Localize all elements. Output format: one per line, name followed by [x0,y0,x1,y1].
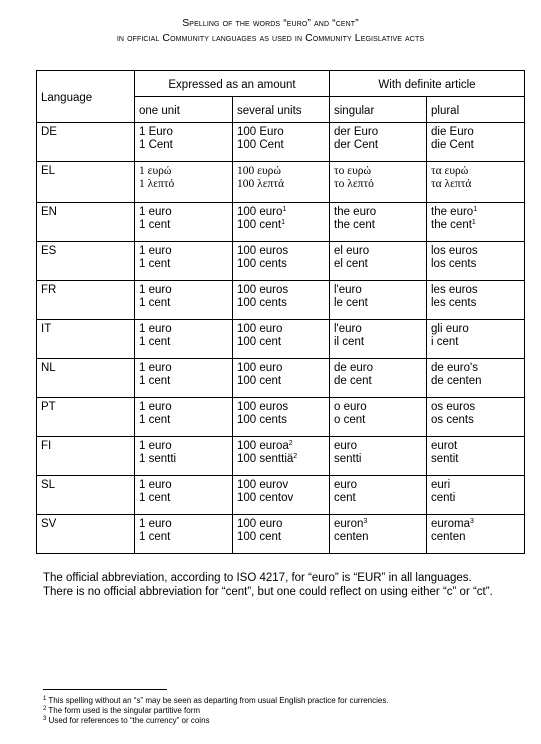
footnote-marker: 1 [473,206,478,213]
cell-line: euri [431,479,451,491]
cell-line: the cent$^1$ [431,219,476,231]
cell-singular [330,515,427,554]
table-row-nl [37,359,525,398]
cell-line: 100 euros [237,401,289,413]
footnote-marker: 1 [281,219,286,226]
cell-line: the euro$^1$ [431,206,478,218]
cell-line: 1 sentti [139,453,177,465]
cell-line: 100 euro$^1$ [237,206,287,218]
title-line-2: in official Community languages as used in Community Legislative acts [116,32,425,44]
cell-several-units [233,476,330,515]
cell-several-units [233,203,330,242]
cell-line: die Cent [431,139,474,151]
cell-line: 1 cent [139,219,171,231]
cell-line: 100 cent [237,336,282,348]
title-line-1: Spelling of the words “euro” and “cent” [182,17,359,29]
cell-line: 100 ευρώ [237,165,281,177]
cell-line: le cent [334,297,368,309]
cell-line: 100 Cent [237,139,284,151]
table-body [37,71,525,554]
cell-line: los euros [431,245,478,257]
cell-one-unit [135,437,233,476]
cell-line: 1 cent [139,414,171,426]
cell-one-unit [135,242,233,281]
cell-line: 1 cent [139,375,171,387]
header-row-1 [37,71,525,97]
cell-line: 100 eurov [237,479,289,491]
table-row-pt [37,398,525,437]
cell-line: 1 euro [139,479,172,491]
cell-one-unit [135,203,233,242]
cell-line: die Euro [431,126,474,138]
cell-line: sentit [431,453,459,465]
cell-plural [427,359,525,398]
cell-language: NL [37,359,135,398]
cell-language: DE [37,123,135,162]
cell-line: 1 cent [139,336,171,348]
cell-line: 100 centov [237,492,294,504]
cell-several-units [233,398,330,437]
cell-singular [330,437,427,476]
cell-line: der Euro [334,126,379,138]
cell-several-units [233,162,330,203]
cell-line: centi [431,492,456,504]
cell-several-units [233,359,330,398]
cell-line: euroma$^3$ [431,518,474,530]
table-row-sl [37,476,525,515]
table-row-sv [37,515,525,554]
cell-singular [330,359,427,398]
cell-one-unit [135,123,233,162]
cell-line: de euro [334,362,374,374]
cell-several-units [233,437,330,476]
cell-language: SL [37,476,135,515]
cell-line: 1 euro [139,323,172,335]
footnote-marker: 3 [363,518,368,525]
cell-singular [330,242,427,281]
cell-singular [330,123,427,162]
cell-line: 1 euro [139,284,172,296]
cell-line: 100 λεπτά [237,178,284,190]
cell-line: i cent [431,336,459,348]
cell-line: 1 euro [139,245,172,257]
cell-line: el euro [334,245,370,257]
cell-singular [330,476,427,515]
cell-line: 100 cents [237,297,287,309]
cell-line: το λεπτό [334,178,374,190]
cell-line: gli euro [431,323,469,335]
table-row-es [37,242,525,281]
cell-line: 1 euro [139,440,172,452]
note-abbreviation-cent: There is no official abbreviation for “cent”, but one could reflect on using either “c” or “ct”. [43,586,493,598]
footnote-marker: 1 [282,206,287,213]
cell-line: 1 euro [139,362,172,374]
cell-line: os euros [431,401,476,413]
cell-one-unit [135,476,233,515]
cell-line: 100 euros [237,245,289,257]
table-row-fr [37,281,525,320]
header-singular: singular [330,97,427,123]
cell-language: FR [37,281,135,320]
cell-language: ES [37,242,135,281]
header-several-units: several units [233,97,330,123]
cell-one-unit [135,281,233,320]
cell-line: il cent [334,336,365,348]
table-row-it [37,320,525,359]
cell-line: 100 euros [237,284,289,296]
cell-line: το ευρώ [334,165,372,177]
cell-several-units [233,320,330,359]
cell-line: 100 cent$^1$ [237,219,286,231]
cell-singular [330,203,427,242]
euro-cent-spelling-table [36,70,525,554]
header-plural: plural [427,97,525,123]
cell-several-units [233,242,330,281]
header-one-unit: one unit [135,97,233,123]
cell-line: 100 euro [237,362,283,374]
cell-singular [330,281,427,320]
cell-line: euro [334,440,358,452]
table-row-en [37,203,525,242]
cell-language: SV [37,515,135,554]
footnote-1: $^1$ This spelling without an “s” may be seen as departing from usual English practice for currencies. [43,696,389,705]
cell-line: les cents [431,297,477,309]
cell-plural [427,476,525,515]
header-expressed-as-amount: Expressed as an amount [135,71,330,97]
cell-line: centen [431,531,466,543]
cell-line: euron$^3$ [334,518,368,530]
note-abbreviation-euro: The official abbreviation, according to ISO 4217, for “euro” is “EUR” in all languages. [43,572,472,584]
cell-line: l'euro [334,323,362,335]
cell-line: 1 cent [139,258,171,270]
cell-language: PT [37,398,135,437]
cell-line: o euro [334,401,367,413]
cell-language: EN [37,203,135,242]
cell-line: 100 Euro [237,126,284,138]
cell-plural [427,515,525,554]
footnote-separator [43,689,167,690]
cell-line: 100 cent [237,375,282,387]
cell-line: 1 ευρώ [139,165,172,177]
cell-line: τα ευρώ [431,165,469,177]
cell-line: 100 cents [237,414,287,426]
cell-one-unit [135,162,233,203]
cell-line: 1 cent [139,297,171,309]
cell-line: τα λεπτά [431,178,472,190]
cell-line: 1 Euro [139,126,173,138]
cell-several-units [233,123,330,162]
cell-line: the euro [334,206,377,218]
cell-line: 1 Cent [139,139,173,151]
cell-line: os cents [431,414,474,426]
cell-line: 1 euro [139,401,172,413]
table-row-de [37,123,525,162]
header-language: Language [37,71,135,123]
cell-line: 100 cent [237,531,282,543]
cell-plural [427,162,525,203]
cell-line: the cent [334,219,375,231]
cell-plural [427,320,525,359]
cell-language: EL [37,162,135,203]
cell-line: cent [334,492,356,504]
cell-line: 1 λεπτό [139,178,175,190]
cell-line: o cent [334,414,366,426]
cell-line: 1 cent [139,492,171,504]
cell-singular [330,320,427,359]
cell-line: euro [334,479,358,491]
cell-line: der Cent [334,139,379,151]
cell-language: FI [37,437,135,476]
footnote-marker: 1 [471,219,476,226]
cell-singular [330,398,427,437]
table-row-fi [37,437,525,476]
cell-line: 100 euro [237,518,283,530]
cell-line: 1 euro [139,518,172,530]
footnote-marker: 2 [288,440,293,447]
cell-one-unit [135,359,233,398]
cell-language: IT [37,320,135,359]
cell-line: de cent [334,375,372,387]
cell-line: sentti [334,453,362,465]
cell-plural [427,203,525,242]
header-with-definite-article: With definite article [330,71,525,97]
cell-line: 100 cents [237,258,287,270]
cell-line: de centen [431,375,482,387]
cell-line: 1 euro [139,206,172,218]
cell-line: les euros [431,284,478,296]
cell-plural [427,123,525,162]
cell-line: l'euro [334,284,362,296]
cell-line: centen [334,531,369,543]
footnote-marker: 2 [293,453,298,460]
cell-line: el cent [334,258,368,270]
footnote-marker: 3 [470,518,474,525]
cell-plural [427,242,525,281]
footnote-2: $^2$ The form used is the singular partitive form [43,706,201,715]
cell-several-units [233,515,330,554]
footnote-3: $^3$ Used for references to “the currency” or coins [43,716,210,725]
cell-one-unit [135,515,233,554]
cell-several-units [233,281,330,320]
cell-line: de euro's [431,362,478,374]
cell-line: 100 senttiä$^2$ [237,453,298,465]
cell-line: eurot [431,440,458,452]
cell-line: 100 euroa$^2$ [237,440,293,452]
cell-line: 1 cent [139,531,171,543]
cell-one-unit [135,320,233,359]
table-row-el [37,162,525,203]
cell-line: 100 euro [237,323,283,335]
cell-plural [427,398,525,437]
cell-one-unit [135,398,233,437]
cell-line: los cents [431,258,477,270]
cell-plural [427,437,525,476]
cell-singular [330,162,427,203]
cell-plural [427,281,525,320]
